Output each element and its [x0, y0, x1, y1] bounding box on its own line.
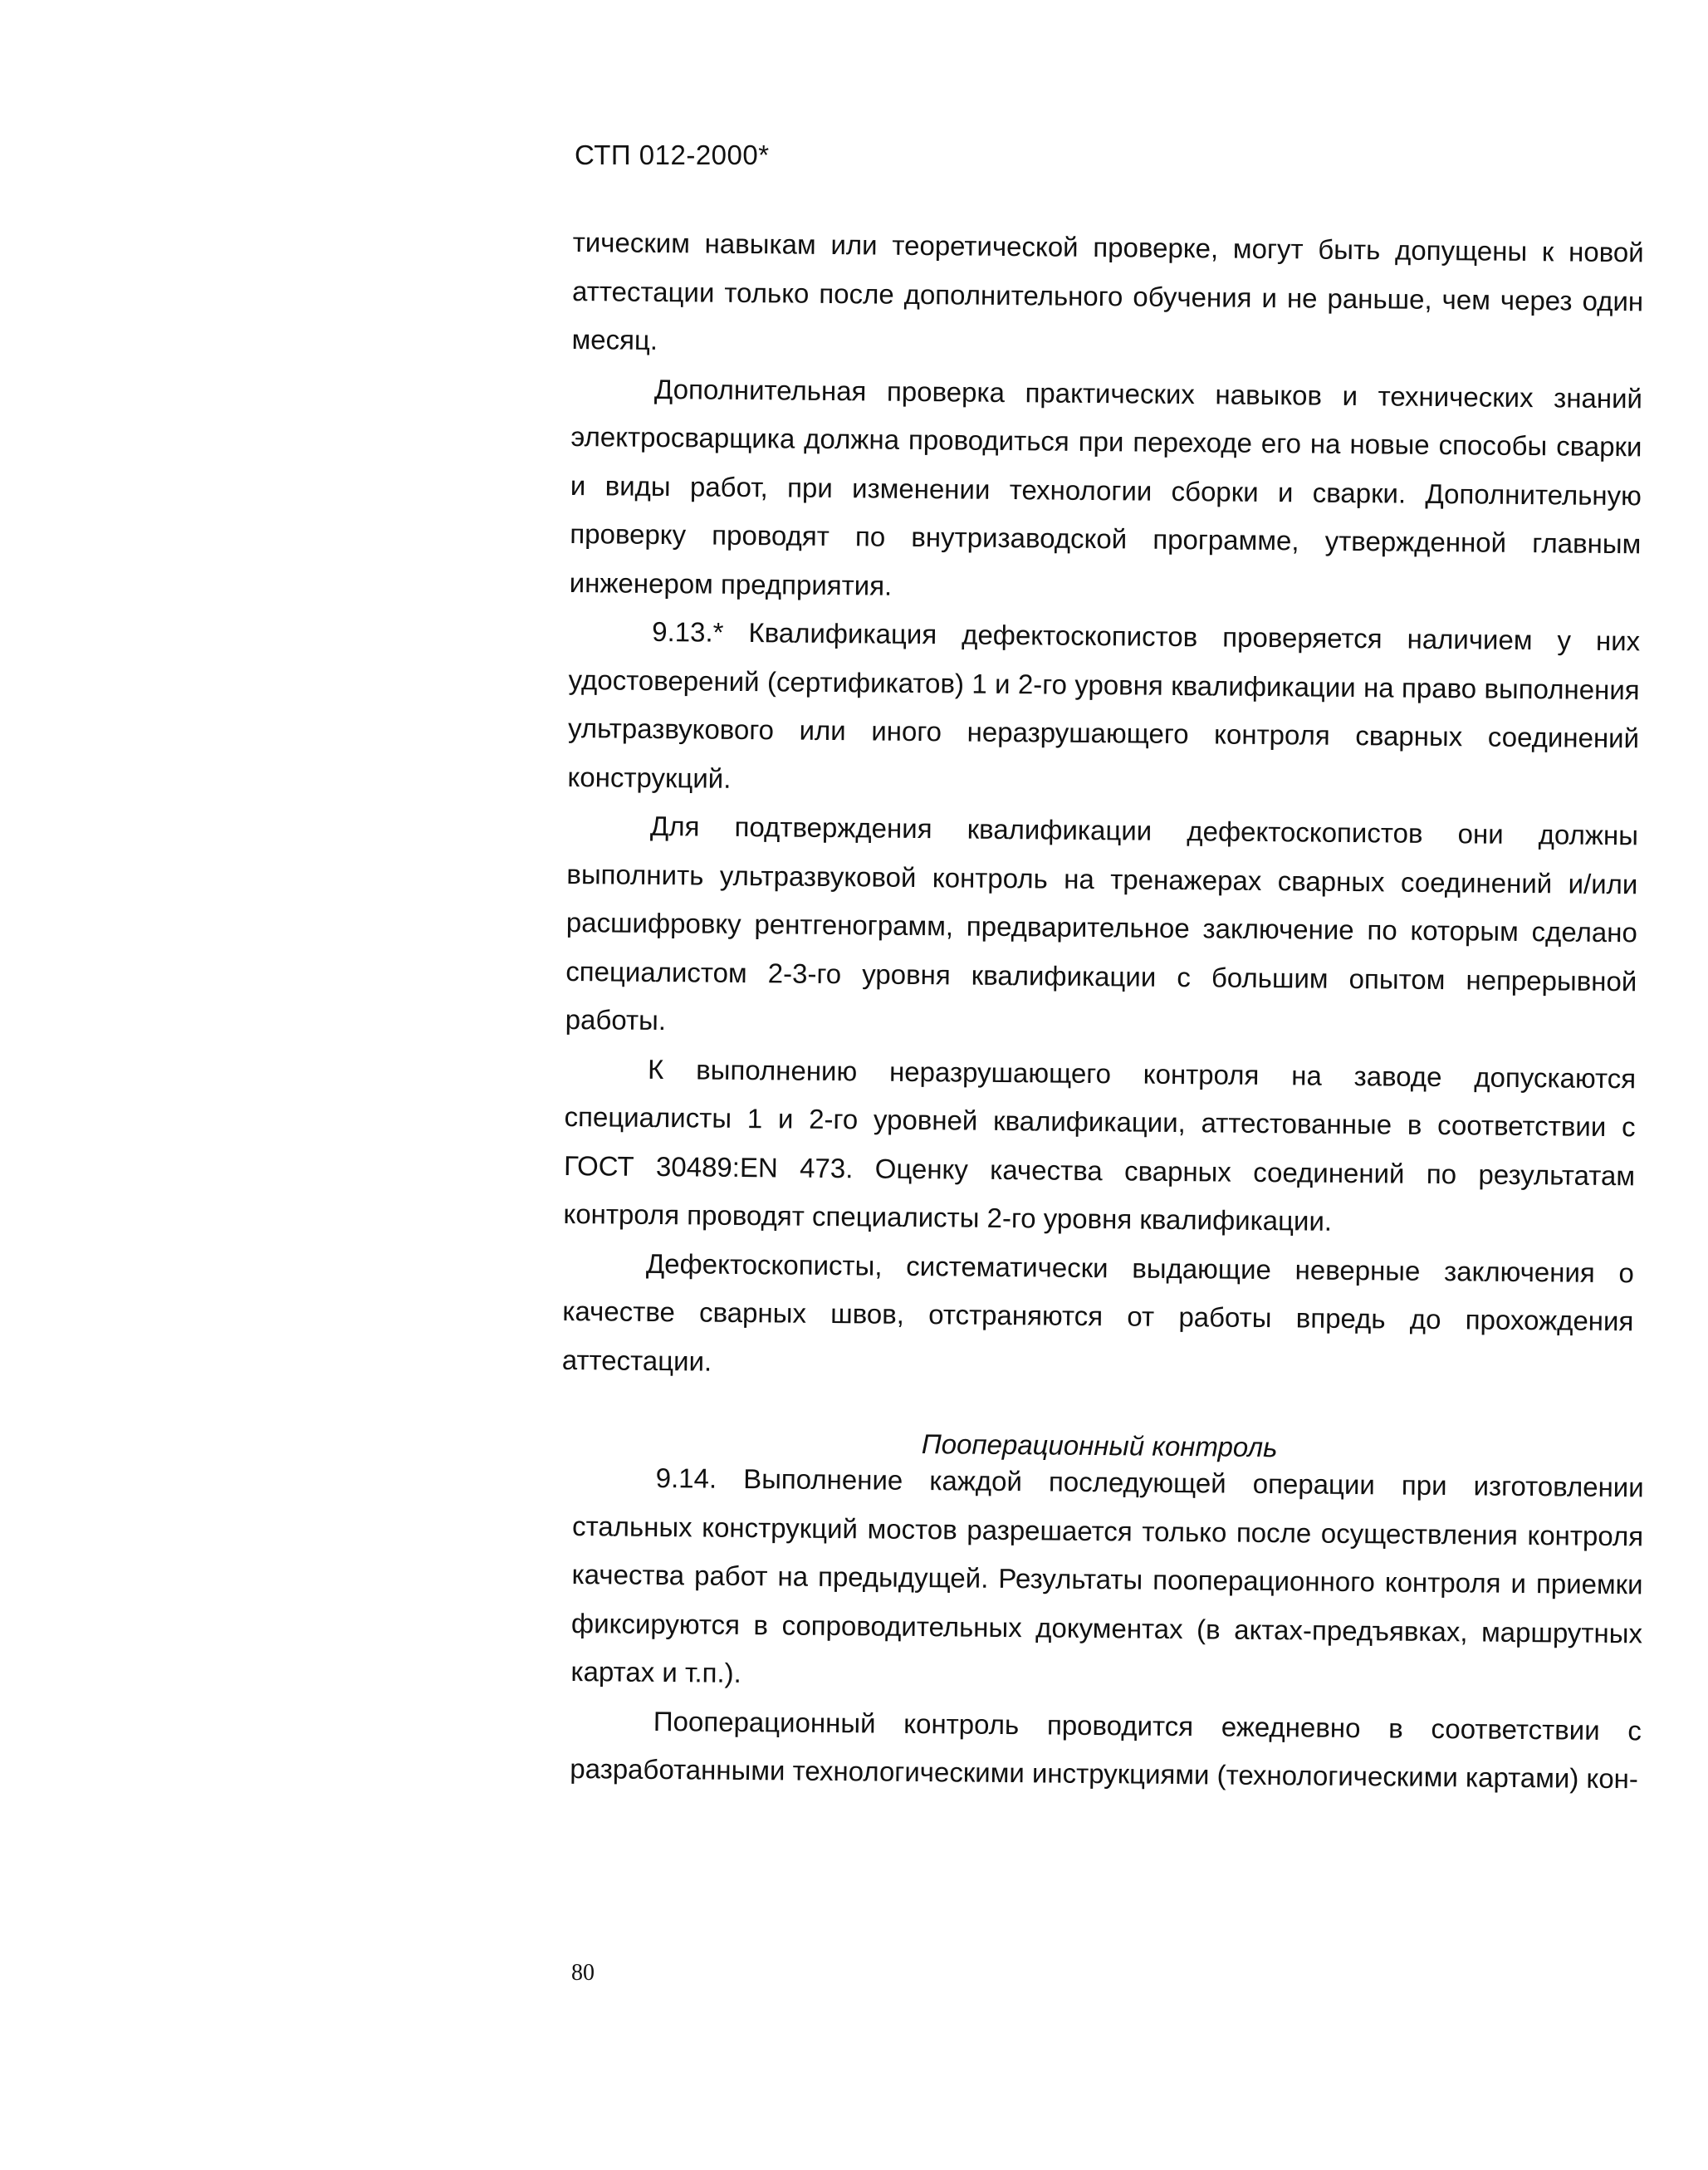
document-code-header: СТП 012-2000* — [575, 140, 770, 170]
body-text-block-1 — [562, 218, 1644, 1394]
paragraph-ndt-admission: К выполнению неразрушающего контроля на заводе допускаются специалисты 1 и 2-го уровней квалификации, аттестованные в соответствии с ГОСТ 30489:EN 473. Оценку качества сварных соединений по результатам контроля проводят специалисты 2-го уровня квалификации. — [563, 1053, 1637, 1237]
paragraph-additional-check: Дополнительная проверка практических навыков и технических знаний электросварщика должна проводиться при переходе его на новые способы сварки и виды работ, при изменении технологии сборки и сварки. Дополнительную проверку проводят по внутризаводской программе, утвержденной главным инженером предприятия. — [569, 373, 1643, 601]
paragraph-removal-from-work: Дефектоскописты, систематически выдающие неверные заключения о качестве сварных швов, отстраняются от работы впредь до прохождения аттестации. — [561, 1247, 1635, 1377]
body-text-block-2 — [570, 1453, 1644, 1804]
paragraph-9-14: 9.14. Выполнение каждой последующей операции при изготовлении стальных конструкций мостов разрешается только после осуществления контроля качества работ на предыдущей. Результаты пооперационного контроля и приемки фиксируются в сопроводительных документах (в актах-предъявках, маршрутных картах и т.п.). — [570, 1462, 1644, 1688]
paragraph-qualification-confirmation: Для подтверждения квалификации дефектоскопистов они должны выполнить ультразвуковой контроль на тренажерах сварных соединений и/или расшифровку рентгенограмм, предварительное заключение по которым сделано специалистом 2-3-го уровня квалификации с большим опытом непрерывной работы. — [565, 810, 1639, 1036]
paragraph-daily-control: Пооперационный контроль проводится ежедневно в соответствии с разработанными технологическими инструкциями (технологическими картами) кон- — [570, 1705, 1642, 1795]
paragraph-continuation: тическим навыкам или теоретической проверке, могут быть допущены к новой аттестации только после дополнительного обучения и не раньше, чем через один месяц. — [571, 226, 1644, 355]
section-heading: Пооперационный контроль — [921, 1428, 1278, 1463]
page-number: 80 — [571, 1960, 595, 1986]
paragraph-9-13: 9.13.* Квалификация дефектоскопистов проверяется наличием у них удостоверений (сертификатов) 1 и 2-го уровня квалификации на право выполнения ультразвукового или иного неразрушающего контроля сварных соединений конструкций. — [567, 615, 1641, 794]
